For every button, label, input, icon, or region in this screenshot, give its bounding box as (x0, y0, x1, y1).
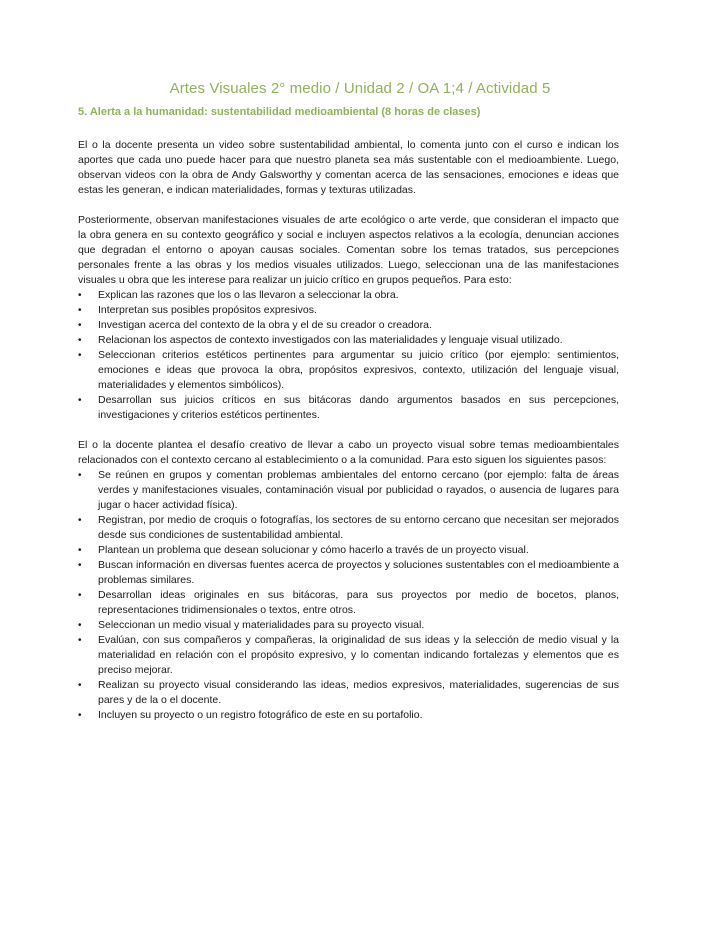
list-item-text: Explican las razones que los o las llevaron a seleccionar la obra. (98, 289, 399, 301)
list-item (78, 318, 619, 333)
list-item-text: Buscan información en diversas fuentes acerca de proyectos y soluciones sustentables con el medioambiente a problemas similares. (98, 559, 619, 586)
bullet-icon: • (78, 635, 82, 646)
list-item (78, 558, 619, 588)
list-item-text: Plantean un problema que desean solucionar y cómo hacerlo a través de un proyecto visual. (98, 544, 529, 556)
list-item-text: Evalúan, con sus compañeros y compañeras, la originalidad de sus ideas y la selección de medio visual y la materialidad en relación con el propósito expresivo, y lo comentan indicando fortalezas y elementos que es preciso mejorar. (98, 634, 619, 676)
list-item-text: Realizan su proyecto visual considerando las ideas, medios expresivos, materialidades, sugerencias de sus pares y de la o el docente. (98, 679, 619, 706)
document-body (78, 138, 619, 723)
bullet-icon: • (78, 290, 82, 301)
list-item (78, 288, 619, 303)
list-item-text: Incluyen su proyecto o un registro fotográfico de este en su portafolio. (98, 709, 423, 721)
critical-judgment-list (78, 288, 619, 423)
list-item (78, 588, 619, 618)
bullet-icon: • (78, 545, 82, 556)
list-item (78, 468, 619, 513)
list-item-text: Desarrollan sus juicios críticos en sus bitácoras dando argumentos basados en sus percepciones, investigaciones y criterios estéticos pertinentes. (98, 394, 619, 421)
bullet-icon: • (78, 560, 82, 571)
list-item-text: Relacionan los aspectos de contexto investigados con las materialidades y lenguaje visual utilizado. (98, 334, 563, 346)
activity-heading: 5. Alerta a la humanidad: sustentabilidad medioambiental (8 horas de clases) (78, 106, 481, 118)
paragraph-observation: Posteriormente, observan manifestaciones visuales de arte ecológico o arte verde, que consideran el impacto que la obra genera en su contexto geográfico y social e incluyen aspectos relativos a la ecología, denuncian acciones que degradan el entorno o apoyan causas sociales. Comentan sobre los temas tratados, sus percepciones personales frente a las obras y los medios visuales utilizados. Luego, seleccionan una de las manifestaciones visuales u obra que les interese para realizar un juicio crítico en grupos pequeños. Para esto: (78, 214, 619, 286)
list-item (78, 543, 619, 558)
list-item (78, 513, 619, 543)
list-item-text: Se reúnen en grupos y comentan problemas ambientales del entorno cercano (por ejemplo: falta de áreas verdes y manifestaciones visuales, contaminación visual por publicidad o rayados, o ausencia de lugares para jugar o hacer actividad física). (98, 469, 619, 511)
paragraph-intro: El o la docente presenta un video sobre sustentabilidad ambiental, lo comenta junto con el curso e indican los aportes que cada uno puede hacer para que nuestro planeta sea más sustentable con el medioambiente. Luego, observan videos con la obra de Andy Galsworthy y comentan acerca de las sensaciones, emociones e ideas que estas les generan, e indican materialidades, formas y texturas utilizadas. (78, 139, 619, 196)
bullet-icon: • (78, 320, 82, 331)
list-item (78, 708, 619, 723)
bullet-icon: • (78, 620, 82, 631)
paragraph-challenge: El o la docente plantea el desafío creativo de llevar a cabo un proyecto visual sobre temas medioambientales relacionados con el contexto cercano al establecimiento o a la comunidad. Para esto siguen los siguientes pasos: (78, 439, 619, 466)
bullet-icon: • (78, 515, 82, 526)
bullet-icon: • (78, 470, 82, 481)
list-item (78, 393, 619, 423)
list-item (78, 678, 619, 708)
list-item-text: Investigan acerca del contexto de la obra y el de su creador o creadora. (98, 319, 432, 331)
bullet-icon: • (78, 350, 82, 361)
bullet-icon: • (78, 710, 82, 721)
list-item-text: Seleccionan criterios estéticos pertinentes para argumentar su juicio crítico (por ejemplo: sentimientos, emociones e ideas que provoca la obra, propósitos expresivos, contexto, utilización del lenguaje visual, materialidades y elementos simbólicos). (98, 349, 619, 391)
list-item-text: Seleccionan un medio visual y materialidades para su proyecto visual. (98, 619, 425, 631)
bullet-icon: • (78, 590, 82, 601)
list-item-text: Desarrollan ideas originales en sus bitácoras, para sus proyectos por medio de bocetos, planos, representaciones tridimensionales o textos, entre otros. (98, 589, 619, 616)
bullet-icon: • (78, 395, 82, 406)
bullet-icon: • (78, 305, 82, 316)
list-item (78, 303, 619, 318)
bullet-icon: • (78, 680, 82, 691)
list-item (78, 333, 619, 348)
bullet-icon: • (78, 335, 82, 346)
list-item (78, 348, 619, 393)
list-item (78, 618, 619, 633)
list-item-text: Interpretan sus posibles propósitos expresivos. (98, 304, 317, 316)
page-title: Artes Visuales 2° medio / Unidad 2 / OA 1;4 / Actividad 5 (169, 80, 551, 97)
project-steps-list (78, 468, 619, 723)
list-item (78, 633, 619, 678)
list-item-text: Registran, por medio de croquis o fotografías, los sectores de su entorno cercano que necesitan ser mejorados desde sus condiciones de sustentabilidad ambiental. (98, 514, 619, 541)
